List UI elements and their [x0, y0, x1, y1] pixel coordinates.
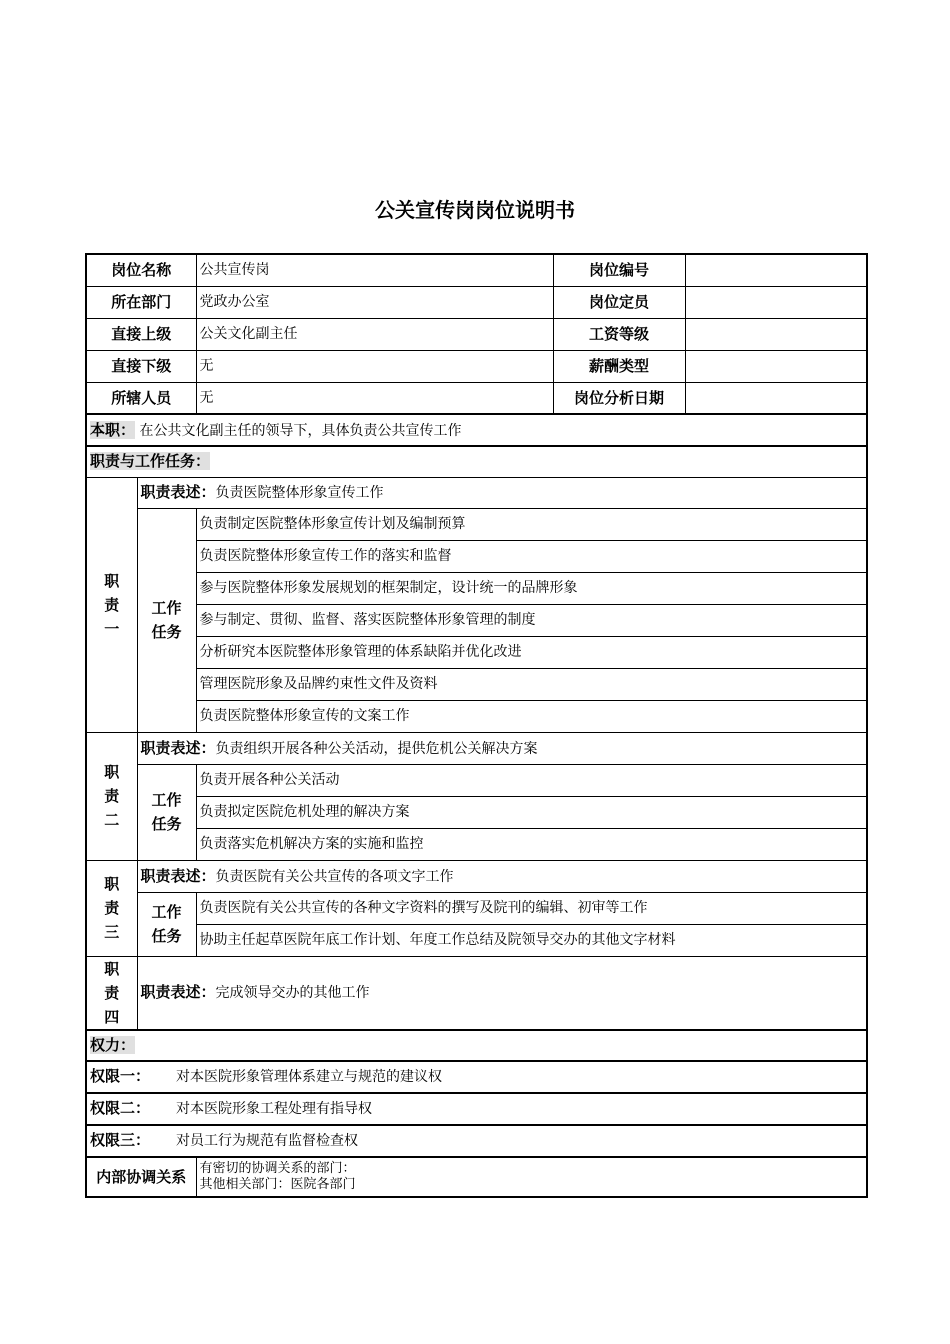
task-row	[86, 540, 867, 572]
row-power-2	[86, 1093, 867, 1125]
task-row	[86, 572, 867, 604]
duty-1-desc-label: 职责表述：	[140, 483, 216, 501]
duty-4-name: 职 责 四	[86, 956, 137, 1030]
duties-header: 职责与工作任务：	[90, 452, 211, 471]
power-2-text: 对本医院形象工程处理有指导权	[176, 1101, 372, 1117]
duty-3-desc: 负责医院有关公共宣传的各项文字工作	[215, 868, 454, 885]
power-2-label: 权限二：	[90, 1099, 151, 1117]
row-power-1	[86, 1061, 867, 1093]
power-header: 权力：	[90, 1035, 136, 1054]
duty-3-task-2: 协助主任起草医院年底工作计划、年度工作总结及院领导交办的其他文字材料	[196, 924, 867, 956]
task-row	[86, 700, 867, 732]
dept-label: 所在部门	[86, 286, 196, 318]
superior-label: 直接上级	[86, 318, 196, 350]
wage-label: 工资等级	[553, 318, 685, 350]
row-dept	[86, 286, 867, 318]
row-power-3	[86, 1125, 867, 1157]
duty-2-desc: 负责组织开展各种公关活动，提供危机公关解决方案	[215, 740, 538, 757]
duty-1-task-4: 参与制定、贯彻、监督、落实医院整体形象管理的制度	[196, 604, 867, 636]
duty-2-task-2: 负责拟定医院危机处理的解决方案	[196, 796, 867, 828]
task-row	[86, 668, 867, 700]
coordination-line-1: 有密切的协调关系的部门：	[199, 1160, 356, 1176]
salary-type-value	[685, 350, 867, 382]
duty-3-task-label: 工作 任务	[137, 892, 196, 956]
row-post-name	[86, 254, 867, 286]
duty-2-task-1: 负责开展各种公关活动	[196, 764, 867, 796]
duty-2-desc-label: 职责表述：	[140, 738, 216, 757]
duty-2-desc-row	[86, 732, 867, 764]
task-row	[86, 636, 867, 668]
duty-4-desc-label: 职责表述：	[140, 983, 216, 1001]
row-governed	[86, 382, 867, 414]
quota-label: 岗位定员	[553, 286, 685, 318]
row-subordinate	[86, 350, 867, 382]
duty-4-row	[86, 956, 867, 1030]
duty-1-desc: 负责医院整体形象宣传工作	[215, 485, 384, 501]
power-1-label: 权限一：	[90, 1067, 151, 1085]
duty-1-task-7: 负责医院整体形象宣传的文案工作	[196, 700, 867, 732]
duty-text: 在公共文化副主任的领导下，具体负责公共宣传工作	[139, 422, 462, 439]
salary-type-label: 薪酬类型	[553, 350, 685, 382]
coordination-line-2: 其他相关部门：医院各部门	[199, 1176, 356, 1192]
task-row	[86, 508, 867, 540]
duty-1-task-6: 管理医院形象及品牌约束性文件及资料	[196, 668, 867, 700]
duty-2-name: 职 责 二	[86, 732, 137, 860]
power-3-text: 对员工行为规范有监督检查权	[176, 1133, 358, 1149]
duty-2-task-3: 负责落实危机解决方案的实施和监控	[196, 828, 867, 860]
quota-value	[685, 286, 867, 318]
post-name-label: 岗位名称	[86, 254, 196, 286]
duty-3-desc-row	[86, 860, 867, 892]
row-coordination	[86, 1157, 867, 1197]
duty-1-desc-row	[86, 477, 867, 508]
row-power-header	[86, 1030, 867, 1061]
duty-label: 本职：	[90, 420, 136, 439]
governed-label: 所辖人员	[86, 382, 196, 414]
duty-1-name: 职 责 一	[86, 477, 137, 732]
duty-2-task-label: 工作 任务	[137, 764, 196, 860]
duty-3-name: 职 责 三	[86, 860, 137, 956]
coordination-label: 内部协调关系	[86, 1157, 196, 1197]
post-name-value: 公共宣传岗	[196, 254, 553, 286]
duty-3-desc-label: 职责表述：	[140, 866, 216, 885]
analysis-date-value	[685, 382, 867, 414]
job-description-table	[85, 253, 868, 1198]
power-1-text: 对本医院形象管理体系建立与规范的建议权	[176, 1069, 442, 1085]
row-duty	[86, 414, 867, 446]
duty-1-task-2: 负责医院整体形象宣传工作的落实和监督	[196, 540, 867, 572]
row-superior	[86, 318, 867, 350]
governed-value: 无	[196, 382, 553, 414]
task-row	[86, 892, 867, 924]
analysis-date-label: 岗位分析日期	[553, 382, 685, 414]
post-no-value	[685, 254, 867, 286]
duty-1-task-label: 工作 任务	[137, 508, 196, 732]
task-row	[86, 764, 867, 796]
wage-value	[685, 318, 867, 350]
subordinate-label: 直接下级	[86, 350, 196, 382]
row-duties-header	[86, 446, 867, 477]
duty-1-task-5: 分析研究本医院整体形象管理的体系缺陷并优化改进	[196, 636, 867, 668]
superior-value: 公关文化副主任	[196, 318, 553, 350]
task-row	[86, 796, 867, 828]
subordinate-value: 无	[196, 350, 553, 382]
power-3-label: 权限三：	[90, 1131, 151, 1149]
post-no-label: 岗位编号	[553, 254, 685, 286]
duty-1-task-3: 参与医院整体形象发展规划的框架制定，设计统一的品牌形象	[196, 572, 867, 604]
duty-3-task-1: 负责医院有关公共宣传的各种文字资料的撰写及院刊的编辑、初审等工作	[196, 892, 867, 924]
duty-4-desc: 完成领导交办的其他工作	[215, 985, 370, 1001]
dept-value: 党政办公室	[196, 286, 553, 318]
task-row	[86, 828, 867, 860]
task-row	[86, 604, 867, 636]
duty-1-task-1: 负责制定医院整体形象宣传计划及编制预算	[196, 508, 867, 540]
page-title: 公关宣传岗岗位说明书	[375, 198, 575, 222]
task-row	[86, 924, 867, 956]
